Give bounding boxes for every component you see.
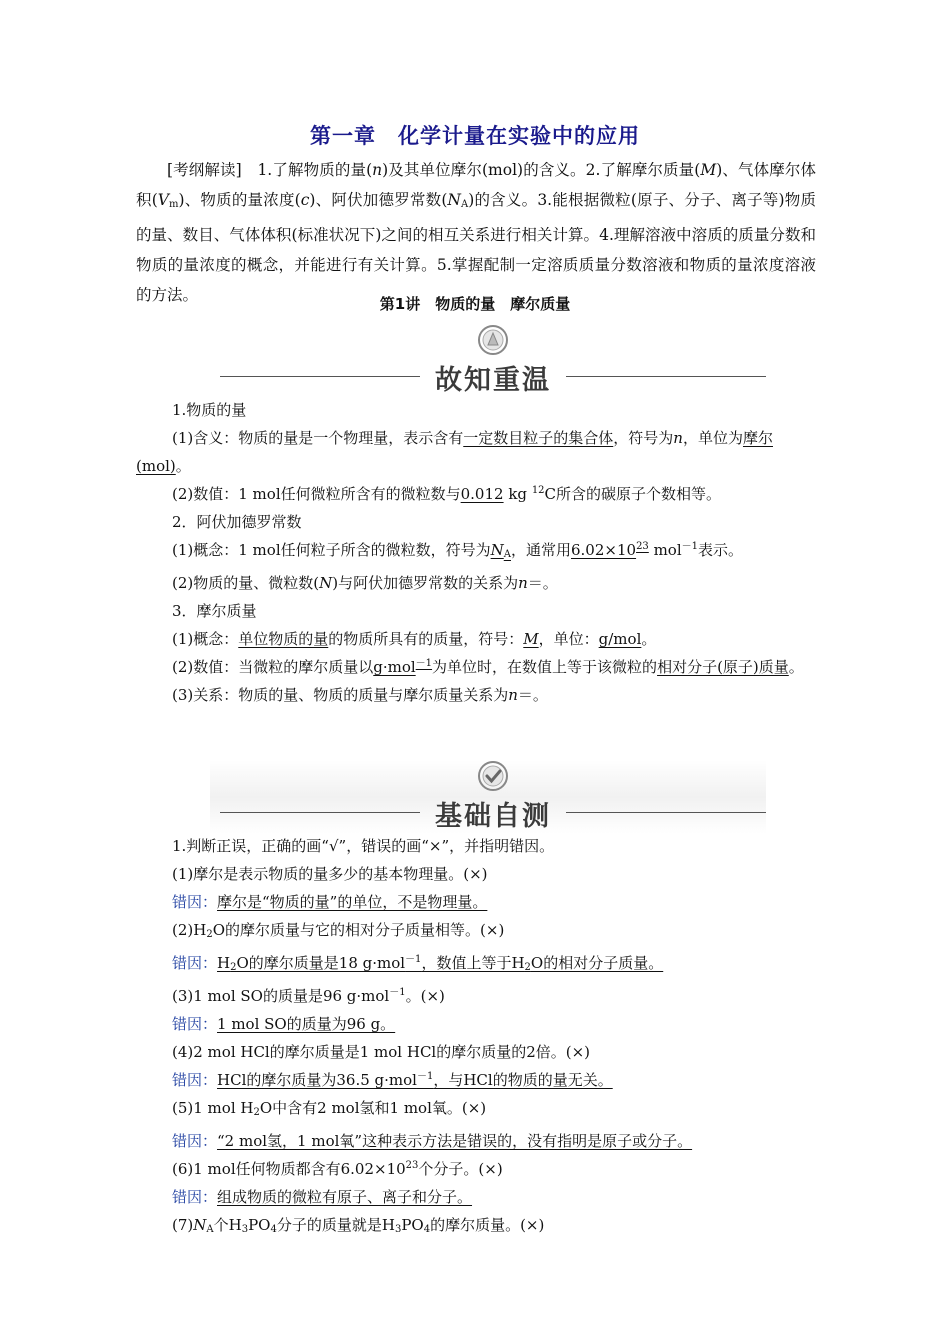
section-banner-self-test bbox=[220, 766, 766, 838]
text: mol bbox=[648, 541, 682, 559]
text: 。 bbox=[641, 630, 657, 648]
error-reason bbox=[136, 949, 816, 982]
chapter-title: 第一章 化学计量在实验中的应用 bbox=[310, 124, 640, 148]
error-text: H bbox=[217, 954, 231, 972]
answer: 单位物质的量 bbox=[238, 630, 329, 648]
error-text: ，与HCl的物质的量无关。 bbox=[433, 1071, 613, 1089]
heading-amount-of-substance: 1.物质的量 bbox=[172, 401, 247, 419]
text: O中含有2 mol氢和1 mol氧。(×) bbox=[259, 1099, 487, 1117]
heading-avogadro: 2．阿伏加德罗常数 bbox=[172, 513, 302, 531]
checkmark-emblem-icon bbox=[477, 760, 509, 792]
text: 的物质所具有的质量，符号： bbox=[328, 630, 524, 648]
paragraph bbox=[136, 681, 816, 709]
intro-text: )及其单位摩尔(mol)的含义。2.了解摩尔质量( bbox=[382, 161, 701, 179]
error-reason bbox=[136, 888, 816, 916]
intro-text: )的含义。3.能根据微粒(原子、分子、离子等)物质的量、数目、气体体积(标准状况下)之间的相互关系进行相关计算。4.理解溶液中溶质的质量分数和物质的量浓度的概念，并能进行有关计算。5.掌握配制一定溶质质量分数溶液和物质的量浓度溶液的方法。 bbox=[136, 191, 816, 304]
error-text: 1 mol SO的质量为96 g。 bbox=[217, 1015, 396, 1033]
text: 。 bbox=[788, 658, 804, 676]
symbol-M: M bbox=[700, 161, 717, 179]
intro-text: 1.了解物质的量( bbox=[241, 161, 373, 179]
test-item: (1)摩尔是表示物质的量多少的基本物理量。(×) bbox=[172, 865, 488, 883]
text: (2)物质的量、微粒数( bbox=[172, 574, 320, 592]
heading-molar-mass: 3．摩尔质量 bbox=[172, 602, 257, 620]
error-text: HCl的摩尔质量为36.5 g·mol bbox=[217, 1071, 417, 1089]
text: (5)1 mol H bbox=[172, 1099, 254, 1117]
test-item bbox=[136, 1155, 816, 1183]
symbol-n: n bbox=[372, 161, 383, 179]
text: 为单位时，在数值上等于该微粒的 bbox=[432, 658, 658, 676]
error-reason bbox=[136, 1010, 816, 1038]
text: (1)概念： bbox=[172, 630, 239, 648]
section-heading: 基础自测 bbox=[435, 801, 551, 832]
text: 。(×) bbox=[405, 987, 445, 1005]
text: (7) bbox=[172, 1216, 194, 1234]
text: 分子的质量就是H bbox=[276, 1216, 395, 1234]
text: ＝。 bbox=[527, 574, 558, 592]
bell-emblem-icon bbox=[477, 324, 509, 356]
self-test-section bbox=[136, 832, 816, 1244]
symbol: N bbox=[319, 574, 333, 592]
section-heading: 故知重温 bbox=[435, 365, 551, 396]
divider-line bbox=[566, 812, 766, 813]
subscript: 4 bbox=[423, 1224, 431, 1235]
symbol-Vm: V bbox=[157, 191, 169, 209]
text: (1)含义：物质的量是一个物理量，表示含有 bbox=[172, 429, 464, 447]
intro-label: [考纲解读] bbox=[167, 161, 242, 179]
error-reason bbox=[136, 1183, 816, 1211]
error-label: 错因： bbox=[172, 954, 218, 972]
error-text: “2 mol氢，1 mol氧”这种表示方法是错误的，没有指明是原子或分子。 bbox=[217, 1132, 693, 1150]
text: C所含的碳原子个数相等。 bbox=[544, 485, 722, 503]
text: 个H bbox=[213, 1216, 242, 1234]
subscript: m bbox=[168, 199, 179, 210]
superscript: －1 bbox=[405, 954, 422, 965]
text: (3)关系：物质的量、物质的质量与摩尔质量关系为 bbox=[172, 686, 509, 704]
paragraph bbox=[136, 424, 816, 480]
test-item: (4)2 mol HCl的摩尔质量是1 mol HCl的摩尔质量的2倍。(×) bbox=[172, 1043, 591, 1061]
symbol: n bbox=[508, 686, 518, 704]
subscript: 2 bbox=[253, 1107, 260, 1118]
answer: M bbox=[523, 630, 539, 648]
syllabus-intro bbox=[136, 155, 816, 310]
error-reason bbox=[136, 1066, 816, 1094]
error-label: 错因： bbox=[172, 1015, 218, 1033]
subscript: A bbox=[503, 549, 511, 560]
text: )与阿伏加德罗常数的关系为 bbox=[332, 574, 519, 592]
test-item bbox=[136, 982, 816, 1010]
answer: 6.02×10 bbox=[571, 541, 637, 559]
intro-text: )、物质的量浓度( bbox=[178, 191, 301, 209]
subscript: 4 bbox=[270, 1224, 277, 1235]
test-item bbox=[136, 1094, 816, 1127]
answer: 相对分子(原子)质量 bbox=[657, 658, 789, 676]
paragraph bbox=[136, 536, 816, 569]
text: O的摩尔质量与它的相对分子质量相等。(×) bbox=[212, 921, 505, 939]
answer: 一定数目粒子的集合体 bbox=[463, 429, 614, 447]
text: ＝。 bbox=[517, 686, 548, 704]
text: (6)1 mol任何物质都含有6.02×10 bbox=[172, 1160, 406, 1178]
text: PO bbox=[248, 1216, 271, 1234]
section-banner-review bbox=[220, 330, 766, 402]
error-label: 错因： bbox=[172, 1132, 218, 1150]
error-label: 错因： bbox=[172, 893, 218, 911]
answer: g/mol bbox=[598, 630, 642, 648]
text: ，单位： bbox=[538, 630, 599, 648]
superscript: 23 bbox=[405, 1160, 419, 1171]
text: 。 bbox=[175, 457, 191, 475]
paragraph bbox=[136, 480, 816, 508]
text: 个分子。(×) bbox=[418, 1160, 503, 1178]
paragraph bbox=[136, 569, 816, 597]
symbol: n bbox=[518, 574, 528, 592]
subscript: 2 bbox=[230, 962, 237, 973]
intro-text: )、气体摩尔体积( bbox=[136, 161, 816, 209]
superscript: －1 bbox=[415, 658, 433, 669]
answer: 0.012 bbox=[460, 485, 504, 503]
review-section bbox=[136, 396, 816, 709]
superscript: 23 bbox=[636, 541, 649, 552]
text: ，单位为 bbox=[682, 429, 743, 447]
superscript: 12 bbox=[531, 485, 545, 496]
superscript: －1 bbox=[389, 987, 406, 998]
paragraph bbox=[136, 625, 816, 653]
error-label: 错因： bbox=[172, 1071, 218, 1089]
text: ，通常用 bbox=[510, 541, 571, 559]
intro-text: )、阿伏加德罗常数( bbox=[309, 191, 448, 209]
subscript: 3 bbox=[241, 1224, 249, 1235]
text: kg bbox=[503, 485, 532, 503]
paragraph bbox=[136, 653, 816, 681]
answer: N bbox=[490, 541, 504, 559]
symbol: n bbox=[673, 429, 683, 447]
answer: 摩尔(mol) bbox=[136, 429, 773, 475]
text: (2)数值：1 mol任何微粒所含有的微粒数与 bbox=[172, 485, 461, 503]
subscript: 2 bbox=[206, 929, 213, 940]
divider-line bbox=[566, 376, 766, 377]
subscript: A bbox=[460, 199, 469, 210]
text: ，符号为 bbox=[613, 429, 674, 447]
superscript: －1 bbox=[681, 541, 698, 552]
symbol: N bbox=[193, 1216, 207, 1234]
text: (2)数值：当微粒的摩尔质量以 bbox=[172, 658, 374, 676]
test-item bbox=[136, 916, 816, 949]
answer: g·mol bbox=[373, 658, 416, 676]
error-text: 摩尔是“物质的量”的单位，不是物理量。 bbox=[217, 893, 488, 911]
lecture-title: 第1讲 物质的量 摩尔质量 bbox=[379, 295, 571, 313]
error-text: O的相对分子质量。 bbox=[530, 954, 664, 972]
error-reason bbox=[136, 1127, 816, 1155]
symbol-c: c bbox=[300, 191, 310, 209]
text: (1)概念：1 mol任何粒子所含的微粒数，符号为 bbox=[172, 541, 491, 559]
test-item bbox=[136, 1211, 816, 1244]
question-prompt: 1.判断正误，正确的画“√”，错误的画“×”，并指明错因。 bbox=[172, 837, 555, 855]
subscript: A bbox=[206, 1224, 214, 1235]
text: (3)1 mol SO的质量是96 g·mol bbox=[172, 987, 390, 1005]
symbol-NA: N bbox=[447, 191, 461, 209]
subscript: 2 bbox=[524, 962, 531, 973]
text: PO bbox=[401, 1216, 424, 1234]
superscript: －1 bbox=[416, 1071, 434, 1082]
subscript: 3 bbox=[394, 1224, 402, 1235]
error-label: 错因： bbox=[172, 1188, 218, 1206]
text: 表示。 bbox=[698, 541, 744, 559]
error-text: O的摩尔质量是18 g·mol bbox=[236, 954, 406, 972]
text: 的摩尔质量。(×) bbox=[430, 1216, 545, 1234]
error-text: ，数值上等于H bbox=[421, 954, 525, 972]
text: (2)H bbox=[172, 921, 207, 939]
error-text: 组成物质的微粒有原子、离子和分子。 bbox=[217, 1188, 473, 1206]
